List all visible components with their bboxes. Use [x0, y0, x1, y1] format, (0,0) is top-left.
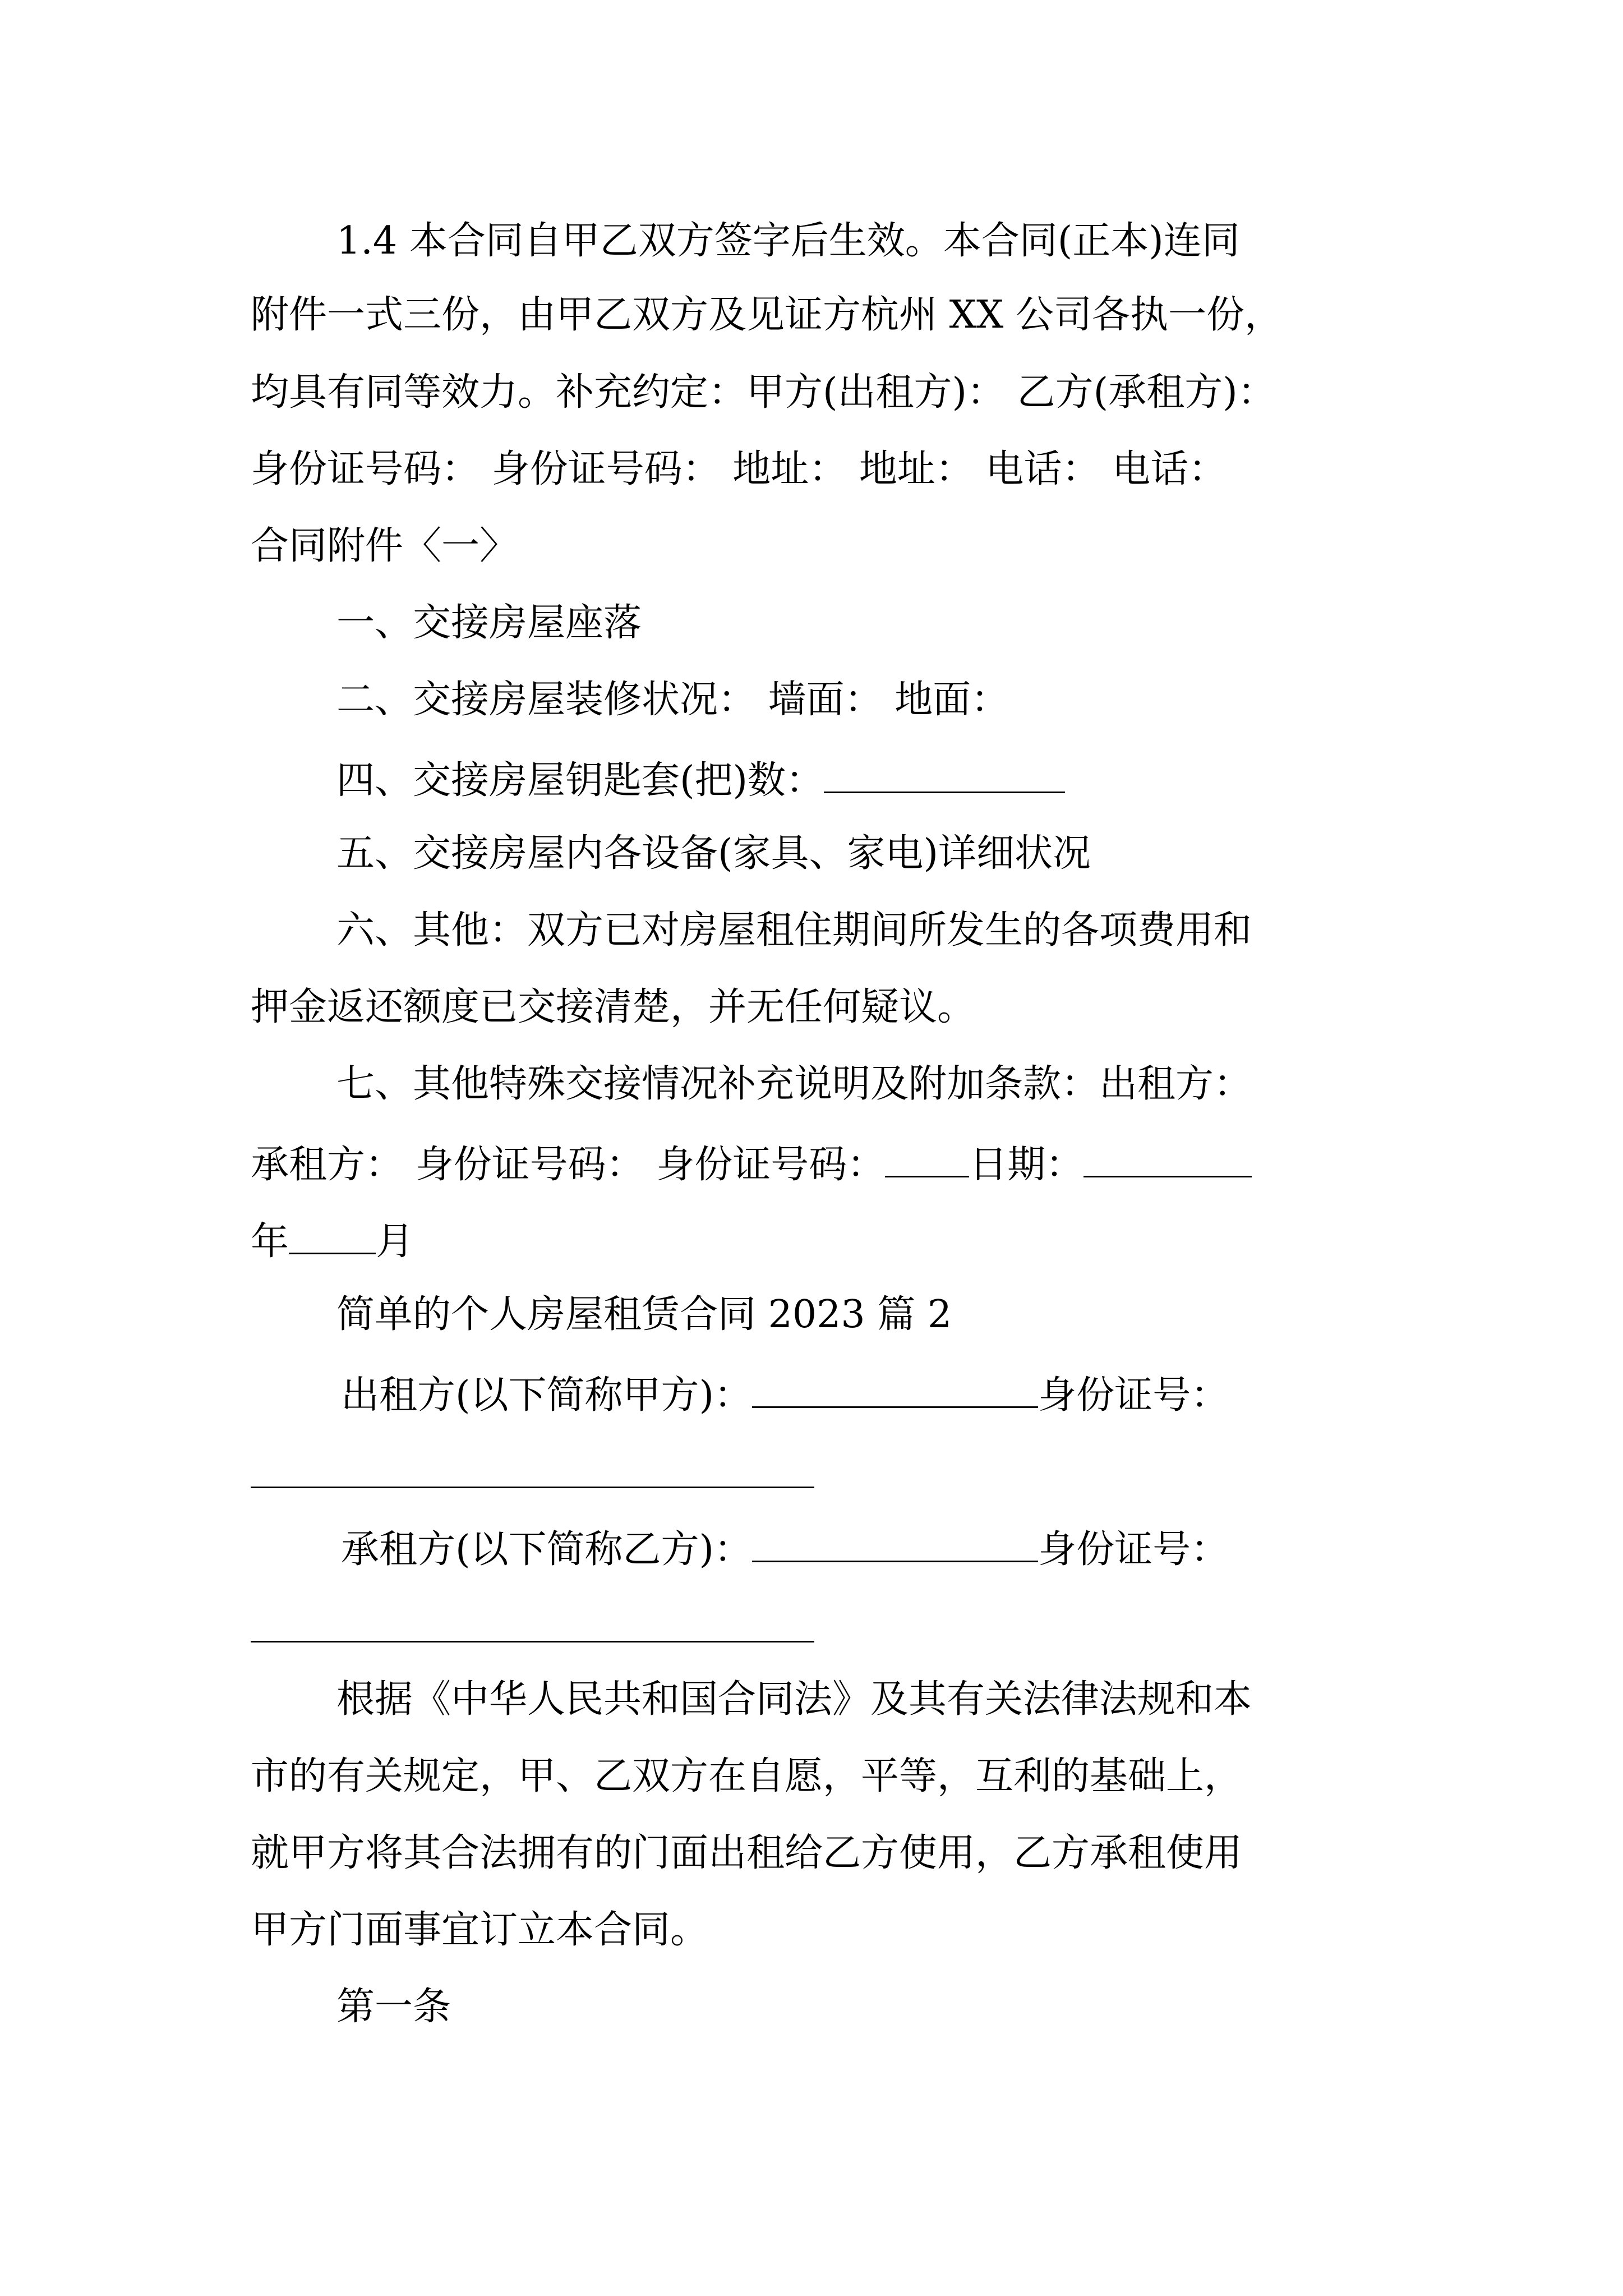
paragraph-1-line-3: 均具有同等效力。补充约定：甲方(出租方)： 乙方(承租方)： — [251, 370, 1276, 415]
year-blank — [289, 1219, 376, 1254]
item-7-line-1: 七、其他特殊交接情况补充说明及附加条款：出租方： — [336, 1062, 1252, 1106]
date-blank — [1083, 1142, 1252, 1177]
lessee-label: 承租方(以下简称乙方)： — [341, 1527, 753, 1572]
lessor-id-blank — [251, 1487, 814, 1488]
article-1-heading: 第一条 — [336, 1985, 451, 2029]
paragraph-1-line-2: 附件一式三份，由甲乙双方及见证方杭州 XX 公司各执一份， — [251, 293, 1283, 337]
item-2: 二、交接房屋装修状况： 墙面： 地面： — [336, 678, 1009, 722]
item-4 — [336, 758, 1065, 803]
signatories-text: 承租方： 身份证号码： 身份证号码： — [251, 1143, 886, 1187]
paragraph-2-line-2: 市的有关规定，甲、乙双方在自愿，平等，互利的基础上， — [251, 1754, 1243, 1798]
lessee-id-blank — [251, 1641, 814, 1642]
attachment-heading: 合同附件〈一〉 — [251, 524, 518, 568]
paragraph-1-line-4: 身份证号码： 身份证号码： 地址： 地址： 电话： 电话： — [251, 447, 1227, 491]
paragraph-2-line-3: 就甲方将其合法拥有的门面出租给乙方使用，乙方承租使用 — [251, 1831, 1243, 1875]
item-1: 一、交接房屋座落 — [336, 601, 642, 645]
item-5: 五、交接房屋内各设备(家具、家电)详细状况 — [336, 831, 1091, 876]
lessee-name-blank — [752, 1527, 1038, 1562]
paragraph-2-line-4: 甲方门面事宜订立本合同。 — [251, 1908, 709, 1952]
lessor-label: 出租方(以下简称甲方)： — [341, 1373, 753, 1418]
lessor-line — [341, 1373, 1229, 1418]
lessee-id-label: 身份证号： — [1038, 1527, 1229, 1572]
item-7-line-3 — [251, 1219, 414, 1264]
item-6-line-2: 押金返还额度已交接清楚，并无任何疑议。 — [251, 985, 976, 1029]
year-label: 年 — [251, 1220, 289, 1264]
paragraph-1-line-1: 1.4 本合同自甲乙双方签字后生效。本合同(正本)连同 — [336, 219, 1240, 263]
item-4-label: 四、交接房屋钥匙套(把)数： — [336, 758, 824, 803]
date-label: 日期： — [969, 1143, 1084, 1187]
item-7-line-2 — [251, 1142, 1252, 1187]
lessor-name-blank — [752, 1373, 1038, 1408]
section-2-title: 简单的个人房屋租赁合同 2023 篇 2 — [336, 1292, 952, 1337]
lessor-id-label: 身份证号： — [1038, 1373, 1229, 1418]
id-number-blank — [885, 1142, 969, 1177]
item-6-line-1: 六、其他：双方已对房屋租住期间所发生的各项费用和 — [336, 908, 1252, 953]
month-label: 月 — [376, 1220, 414, 1264]
keys-count-blank — [824, 758, 1065, 793]
lessee-line — [341, 1527, 1229, 1572]
paragraph-2-line-1: 根据《中华人民共和国合同法》及其有关法律法规和本 — [336, 1677, 1252, 1722]
